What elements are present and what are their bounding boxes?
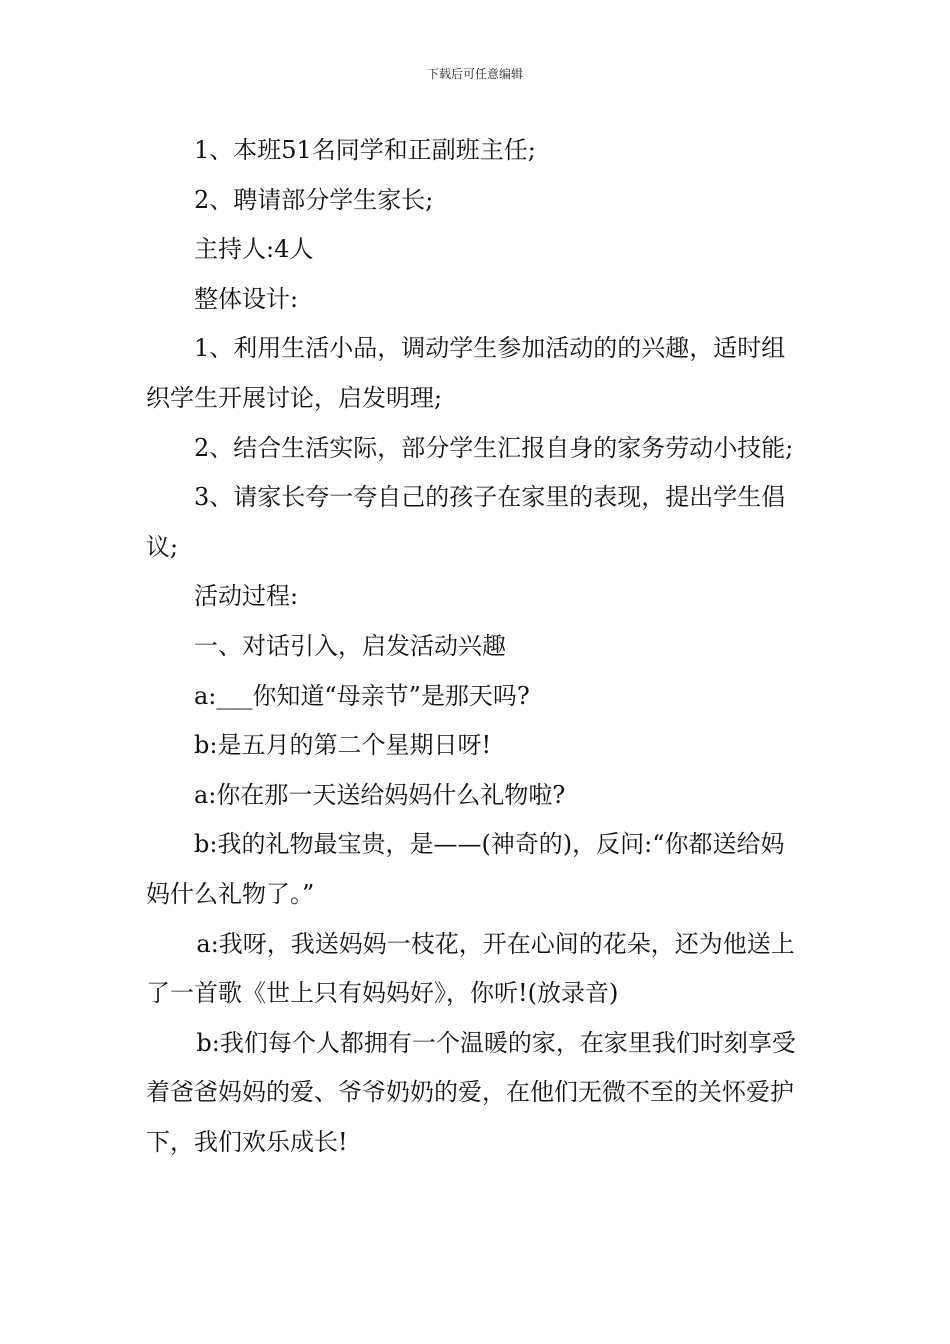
paragraph-dialogue-a-2: a:你在那一天送给妈妈什么礼物啦? xyxy=(194,780,566,809)
paragraph-section-1-title: 一、对话引入，启发活动兴趣 xyxy=(194,631,506,660)
paragraph-participants-1: 1、本班51名同学和正副班主任; xyxy=(194,136,536,164)
document-body xyxy=(146,126,806,1167)
paragraph-process-heading: 活动过程: xyxy=(194,582,299,611)
paragraph-design-heading: 整体设计: xyxy=(194,284,299,313)
page-header: 下载后可任意编辑 xyxy=(426,67,523,81)
paragraph-dialogue-a-1: a:___你知道“母亲节”是那天吗? xyxy=(194,681,530,710)
paragraph-design-3: 3、请家长夸一夸自己的孩子在家里的表现，提出学生倡议; xyxy=(146,483,786,561)
paragraph-dialogue-b-1: b:是五月的第二个星期日呀! xyxy=(194,731,492,760)
paragraph-design-2: 2、结合生活实际，部分学生汇报自身的家务劳动小技能; xyxy=(194,433,794,462)
paragraph-participants-2: 2、聘请部分学生家长; xyxy=(194,185,434,214)
paragraph-dialogue-b-2: b:我的礼物最宝贵，是——(神奇的)，反问:“你都送给妈妈什么礼物了。” xyxy=(146,830,785,908)
paragraph-design-1: 1、利用生活小品，调动学生参加活动的的兴趣，适时组织学生开展讨论，启发明理; xyxy=(146,334,786,412)
paragraph-hosts: 主持人:4人 xyxy=(194,235,314,264)
paragraph-dialogue-b-3: b:我们每个人都拥有一个温暖的家，在家里我们时刻享受着爸爸妈妈的爱、爷爷奶奶的爱，在他们无微不至的关怀爱护下，我们欢乐成长! xyxy=(146,1028,796,1156)
paragraph-dialogue-a-3: a:我呀，我送妈妈一枝花，开在心间的花朵，还为他送上了一首歌《世上只有妈妈好》，你听!(放录音) xyxy=(146,929,795,1008)
